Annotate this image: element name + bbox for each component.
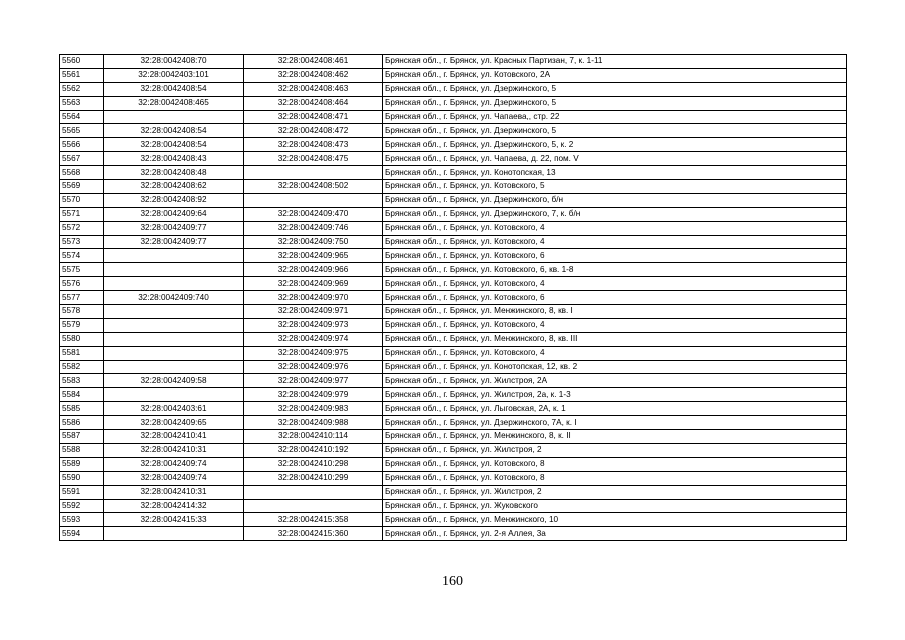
address-cell: Брянская обл., г. Брянск, ул. Лыговская, 2А, к. 1	[383, 402, 847, 416]
address-cell: Брянская обл., г. Брянск, ул. Дзержинского, 7А, к. I	[383, 416, 847, 430]
table-row	[60, 443, 847, 457]
address-cell: Брянская обл., г. Брянск, ул. Дзержинского, 5	[383, 96, 847, 110]
new-cadastral-number-cell: 32:28:0042409:966	[244, 263, 383, 277]
old-cadastral-number-cell: 32:28:0042408:43	[104, 152, 244, 166]
old-cadastral-number-cell	[104, 346, 244, 360]
new-cadastral-number-cell	[244, 166, 383, 180]
row-number-cell: 5573	[60, 235, 104, 249]
new-cadastral-number-cell: 32:28:0042409:470	[244, 207, 383, 221]
row-number-cell: 5572	[60, 221, 104, 235]
page-number: 160	[442, 574, 463, 589]
row-number-cell: 5581	[60, 346, 104, 360]
row-number-cell: 5575	[60, 263, 104, 277]
old-cadastral-number-cell: 32:28:0042408:92	[104, 193, 244, 207]
old-cadastral-number-cell: 32:28:0042409:74	[104, 457, 244, 471]
table-row	[60, 305, 847, 319]
old-cadastral-number-cell	[104, 249, 244, 263]
row-number-cell: 5564	[60, 110, 104, 124]
row-number-cell: 5566	[60, 138, 104, 152]
new-cadastral-number-cell: 32:28:0042408:463	[244, 82, 383, 96]
old-cadastral-number-cell	[104, 305, 244, 319]
table-row	[60, 402, 847, 416]
row-number-cell: 5580	[60, 332, 104, 346]
row-number-cell: 5578	[60, 305, 104, 319]
new-cadastral-number-cell: 32:28:0042409:746	[244, 221, 383, 235]
table-row	[60, 346, 847, 360]
new-cadastral-number-cell: 32:28:0042409:750	[244, 235, 383, 249]
table-row	[60, 180, 847, 194]
row-number-cell: 5571	[60, 207, 104, 221]
new-cadastral-number-cell: 32:28:0042410:192	[244, 443, 383, 457]
address-cell: Брянская обл., г. Брянск, ул. Менжинского, 8, кв. III	[383, 332, 847, 346]
table-body	[60, 55, 847, 541]
new-cadastral-number-cell: 32:28:0042409:976	[244, 360, 383, 374]
table-row	[60, 499, 847, 513]
row-number-cell: 5562	[60, 82, 104, 96]
row-number-cell: 5577	[60, 291, 104, 305]
address-cell: Брянская обл., г. Брянск, ул. Дзержинского, 7, к. б/н	[383, 207, 847, 221]
row-number-cell: 5561	[60, 68, 104, 82]
table-row	[60, 318, 847, 332]
row-number-cell: 5585	[60, 402, 104, 416]
address-cell: Брянская обл., г. Брянск, ул. Котовского, 5	[383, 180, 847, 194]
table-row	[60, 527, 847, 541]
row-number-cell: 5589	[60, 457, 104, 471]
new-cadastral-number-cell: 32:28:0042410:299	[244, 471, 383, 485]
old-cadastral-number-cell: 32:28:0042409:74	[104, 471, 244, 485]
table-row	[60, 249, 847, 263]
new-cadastral-number-cell: 32:28:0042408:472	[244, 124, 383, 138]
new-cadastral-number-cell: 32:28:0042408:502	[244, 180, 383, 194]
address-cell: Брянская обл., г. Брянск, ул. Конотопская, 12, кв. 2	[383, 360, 847, 374]
old-cadastral-number-cell: 32:28:0042409:58	[104, 374, 244, 388]
old-cadastral-number-cell: 32:28:0042415:33	[104, 513, 244, 527]
row-number-cell: 5587	[60, 430, 104, 444]
row-number-cell: 5592	[60, 499, 104, 513]
table-row	[60, 82, 847, 96]
table-row	[60, 291, 847, 305]
table-row	[60, 68, 847, 82]
old-cadastral-number-cell: 32:28:0042403:101	[104, 68, 244, 82]
old-cadastral-number-cell: 32:28:0042408:54	[104, 82, 244, 96]
new-cadastral-number-cell: 32:28:0042409:971	[244, 305, 383, 319]
row-number-cell: 5579	[60, 318, 104, 332]
new-cadastral-number-cell: 32:28:0042409:970	[244, 291, 383, 305]
table-row	[60, 360, 847, 374]
address-cell: Брянская обл., г. Брянск, ул. Котовского, 4	[383, 277, 847, 291]
row-number-cell: 5563	[60, 96, 104, 110]
new-cadastral-number-cell: 32:28:0042408:464	[244, 96, 383, 110]
new-cadastral-number-cell: 32:28:0042408:461	[244, 55, 383, 69]
old-cadastral-number-cell	[104, 388, 244, 402]
new-cadastral-number-cell: 32:28:0042409:975	[244, 346, 383, 360]
row-number-cell: 5584	[60, 388, 104, 402]
address-cell: Брянская обл., г. Брянск, ул. Чапаева, д. 22, пом. V	[383, 152, 847, 166]
new-cadastral-number-cell	[244, 193, 383, 207]
row-number-cell: 5576	[60, 277, 104, 291]
address-cell: Брянская обл., г. Брянск, ул. Конотопская, 13	[383, 166, 847, 180]
new-cadastral-number-cell: 32:28:0042410:298	[244, 457, 383, 471]
address-cell: Брянская обл., г. Брянск, ул. Жилстроя, 2А	[383, 374, 847, 388]
old-cadastral-number-cell: 32:28:0042409:65	[104, 416, 244, 430]
old-cadastral-number-cell: 32:28:0042414:32	[104, 499, 244, 513]
table-row	[60, 235, 847, 249]
new-cadastral-number-cell: 32:28:0042415:360	[244, 527, 383, 541]
table-row	[60, 513, 847, 527]
address-cell: Брянская обл., г. Брянск, ул. Дзержинского, 5, к. 2	[383, 138, 847, 152]
new-cadastral-number-cell: 32:28:0042409:973	[244, 318, 383, 332]
table-row	[60, 374, 847, 388]
address-cell: Брянская обл., г. Брянск, ул. Котовского, 8	[383, 457, 847, 471]
old-cadastral-number-cell: 32:28:0042409:77	[104, 235, 244, 249]
address-cell: Брянская обл., г. Брянск, ул. Котовского, 8	[383, 471, 847, 485]
new-cadastral-number-cell: 32:28:0042410:114	[244, 430, 383, 444]
old-cadastral-number-cell: 32:28:0042410:41	[104, 430, 244, 444]
row-number-cell: 5583	[60, 374, 104, 388]
old-cadastral-number-cell: 32:28:0042408:48	[104, 166, 244, 180]
row-number-cell: 5586	[60, 416, 104, 430]
old-cadastral-number-cell	[104, 360, 244, 374]
address-cell: Брянская обл., г. Брянск, ул. Менжинского, 10	[383, 513, 847, 527]
address-cell: Брянская обл., г. Брянск, ул. Котовского, 4	[383, 235, 847, 249]
new-cadastral-number-cell: 32:28:0042415:358	[244, 513, 383, 527]
table-row	[60, 485, 847, 499]
address-cell: Брянская обл., г. Брянск, ул. Жилстроя, 2	[383, 485, 847, 499]
row-number-cell: 5590	[60, 471, 104, 485]
new-cadastral-number-cell: 32:28:0042408:475	[244, 152, 383, 166]
row-number-cell: 5594	[60, 527, 104, 541]
table-row	[60, 110, 847, 124]
address-cell: Брянская обл., г. Брянск, ул. Дзержинского, 5	[383, 82, 847, 96]
address-cell: Брянская обл., г. Брянск, ул. Котовского, 6, кв. 1-8	[383, 263, 847, 277]
table-row	[60, 430, 847, 444]
table-row	[60, 138, 847, 152]
address-cell: Брянская обл., г. Брянск, ул. Котовского, 4	[383, 221, 847, 235]
new-cadastral-number-cell: 32:28:0042408:473	[244, 138, 383, 152]
address-cell: Брянская обл., г. Брянск, ул. Менжинского, 8, кв. I	[383, 305, 847, 319]
table-row	[60, 263, 847, 277]
row-number-cell: 5582	[60, 360, 104, 374]
table-row	[60, 96, 847, 110]
row-number-cell: 5565	[60, 124, 104, 138]
row-number-cell: 5560	[60, 55, 104, 69]
address-cell: Брянская обл., г. Брянск, ул. Чапаева,, стр. 22	[383, 110, 847, 124]
old-cadastral-number-cell: 32:28:0042408:465	[104, 96, 244, 110]
old-cadastral-number-cell	[104, 332, 244, 346]
address-cell: Брянская обл., г. Брянск, ул. 2-я Аллея, 3а	[383, 527, 847, 541]
new-cadastral-number-cell: 32:28:0042409:965	[244, 249, 383, 263]
address-cell: Брянская обл., г. Брянск, ул. Дзержинского, 5	[383, 124, 847, 138]
old-cadastral-number-cell: 32:28:0042410:31	[104, 443, 244, 457]
table-row	[60, 388, 847, 402]
row-number-cell: 5568	[60, 166, 104, 180]
old-cadastral-number-cell	[104, 263, 244, 277]
address-cell: Брянская обл., г. Брянск, ул. Котовского, 4	[383, 346, 847, 360]
new-cadastral-number-cell: 32:28:0042408:462	[244, 68, 383, 82]
table-row	[60, 221, 847, 235]
address-cell: Брянская обл., г. Брянск, ул. Дзержинского, б/н	[383, 193, 847, 207]
old-cadastral-number-cell	[104, 110, 244, 124]
address-cell: Брянская обл., г. Брянск, ул. Красных Партизан, 7, к. 1-11	[383, 55, 847, 69]
table-row	[60, 166, 847, 180]
old-cadastral-number-cell: 32:28:0042408:62	[104, 180, 244, 194]
old-cadastral-number-cell: 32:28:0042409:740	[104, 291, 244, 305]
row-number-cell: 5570	[60, 193, 104, 207]
row-number-cell: 5567	[60, 152, 104, 166]
new-cadastral-number-cell: 32:28:0042409:974	[244, 332, 383, 346]
old-cadastral-number-cell: 32:28:0042408:54	[104, 138, 244, 152]
old-cadastral-number-cell	[104, 277, 244, 291]
cadastral-table	[59, 54, 847, 541]
address-cell: Брянская обл., г. Брянск, ул. Котовского, 4	[383, 318, 847, 332]
address-cell: Брянская обл., г. Брянск, ул. Котовского, 2А	[383, 68, 847, 82]
table-row	[60, 332, 847, 346]
table-row	[60, 277, 847, 291]
row-number-cell: 5588	[60, 443, 104, 457]
new-cadastral-number-cell: 32:28:0042409:983	[244, 402, 383, 416]
old-cadastral-number-cell: 32:28:0042408:54	[104, 124, 244, 138]
old-cadastral-number-cell: 32:28:0042409:77	[104, 221, 244, 235]
table-row	[60, 193, 847, 207]
address-cell: Брянская обл., г. Брянск, ул. Котовского, 6	[383, 291, 847, 305]
table-row	[60, 55, 847, 69]
new-cadastral-number-cell: 32:28:0042409:988	[244, 416, 383, 430]
old-cadastral-number-cell: 32:28:0042409:64	[104, 207, 244, 221]
row-number-cell: 5593	[60, 513, 104, 527]
new-cadastral-number-cell	[244, 485, 383, 499]
old-cadastral-number-cell	[104, 527, 244, 541]
table-row	[60, 471, 847, 485]
table-row	[60, 207, 847, 221]
table-row	[60, 416, 847, 430]
old-cadastral-number-cell: 32:28:0042410:31	[104, 485, 244, 499]
row-number-cell: 5574	[60, 249, 104, 263]
old-cadastral-number-cell: 32:28:0042403:61	[104, 402, 244, 416]
old-cadastral-number-cell: 32:28:0042408:70	[104, 55, 244, 69]
row-number-cell: 5591	[60, 485, 104, 499]
row-number-cell: 5569	[60, 180, 104, 194]
address-cell: Брянская обл., г. Брянск, ул. Жилстроя, 2	[383, 443, 847, 457]
old-cadastral-number-cell	[104, 318, 244, 332]
new-cadastral-number-cell	[244, 499, 383, 513]
table-row	[60, 457, 847, 471]
table-row	[60, 152, 847, 166]
address-cell: Брянская обл., г. Брянск, ул. Жилстроя, 2а, к. 1-3	[383, 388, 847, 402]
address-cell: Брянская обл., г. Брянск, ул. Жуковского	[383, 499, 847, 513]
address-cell: Брянская обл., г. Брянск, ул. Котовского, 6	[383, 249, 847, 263]
table-row	[60, 124, 847, 138]
new-cadastral-number-cell: 32:28:0042409:969	[244, 277, 383, 291]
new-cadastral-number-cell: 32:28:0042409:977	[244, 374, 383, 388]
new-cadastral-number-cell: 32:28:0042408:471	[244, 110, 383, 124]
new-cadastral-number-cell: 32:28:0042409:979	[244, 388, 383, 402]
address-cell: Брянская обл., г. Брянск, ул. Менжинского, 8, к. II	[383, 430, 847, 444]
